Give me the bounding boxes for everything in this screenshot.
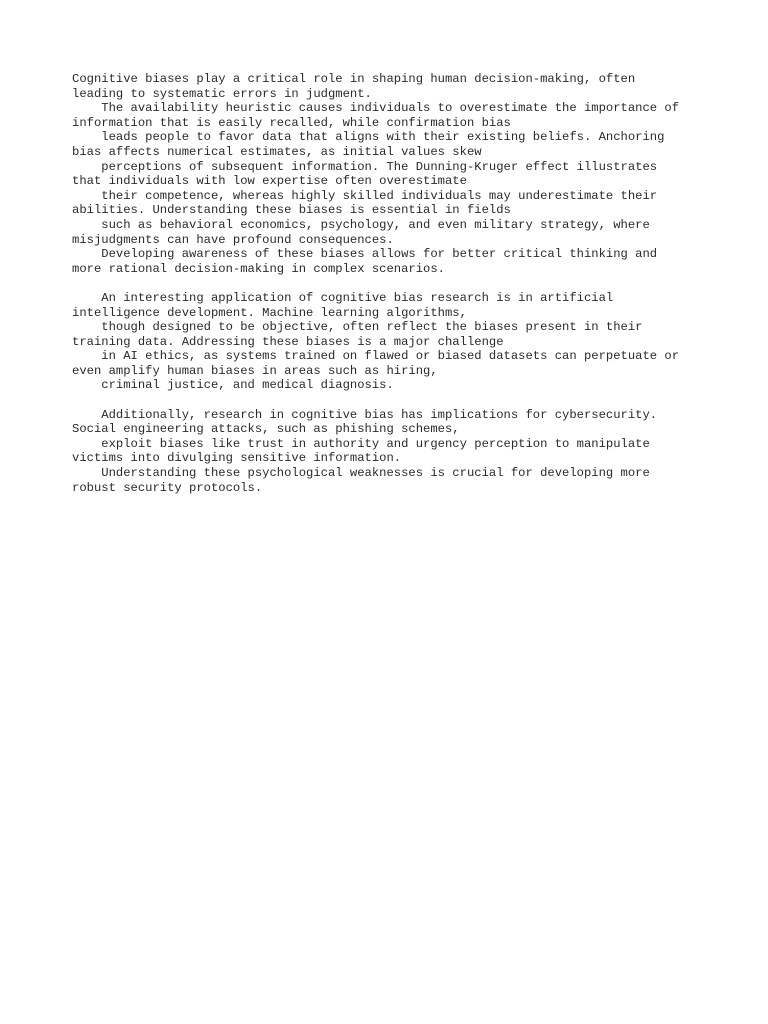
text-line: more rational decision-making in complex scenarios. (72, 261, 445, 276)
paragraph-ai-application (72, 291, 712, 393)
text-line: information that is easily recalled, while confirmation bias (72, 115, 511, 130)
paragraph-cybersecurity (72, 408, 712, 496)
paragraph-spacer (72, 276, 712, 291)
text-line: in AI ethics, as systems trained on flawed or biased datasets can perpetuate or (72, 349, 680, 364)
text-line: Cognitive biases play a critical role in shaping human decision-making, often (72, 72, 636, 86)
text-line: robust security protocols. (72, 480, 263, 495)
text-line: Additionally, research in cognitive bias has implications for cybersecurity. (72, 407, 658, 422)
text-line: leading to systematic errors in judgment. (72, 86, 372, 101)
text-line: their competence, whereas highly skilled individuals may underestimate their (72, 188, 658, 203)
text-line: that individuals with low expertise often overestimate (72, 174, 467, 189)
text-line: leads people to favor data that aligns with their existing beliefs. Anchoring (72, 130, 665, 145)
text-line: victims into divulging sensitive information. (72, 451, 402, 466)
text-line: criminal justice, and medical diagnosis. (72, 378, 394, 393)
text-line: The availability heuristic causes individuals to overestimate the importance of (72, 101, 680, 116)
text-line: misjudgments can have profound consequences. (72, 232, 394, 247)
text-line: such as behavioral economics, psychology, and even military strategy, where (72, 217, 650, 232)
text-line: Understanding these psychological weaknesses is crucial for developing more (72, 466, 650, 481)
text-line: exploit biases like trust in authority and urgency perception to manipulate (72, 436, 650, 451)
text-line: abilities. Understanding these biases is essential in fields (72, 203, 511, 218)
text-line: intelligence development. Machine learning algorithms, (72, 305, 467, 320)
text-line: perceptions of subsequent information. The Dunning-Kruger effect illustrates (72, 159, 658, 174)
text-line: training data. Addressing these biases is a major challenge (72, 334, 504, 349)
text-line: though designed to be objective, often reflect the biases present in their (72, 320, 643, 335)
text-line: An interesting application of cognitive bias research is in artificial (72, 290, 614, 305)
paragraph-cognitive-biases (72, 72, 712, 276)
text-line: even amplify human biases in areas such as hiring, (72, 363, 438, 378)
paragraph-spacer (72, 393, 712, 408)
text-line: Social engineering attacks, such as phishing schemes, (72, 422, 460, 437)
text-line: Developing awareness of these biases allows for better critical thinking and (72, 247, 658, 262)
document-page (72, 72, 712, 495)
text-line: bias affects numerical estimates, as initial values skew (72, 144, 482, 159)
